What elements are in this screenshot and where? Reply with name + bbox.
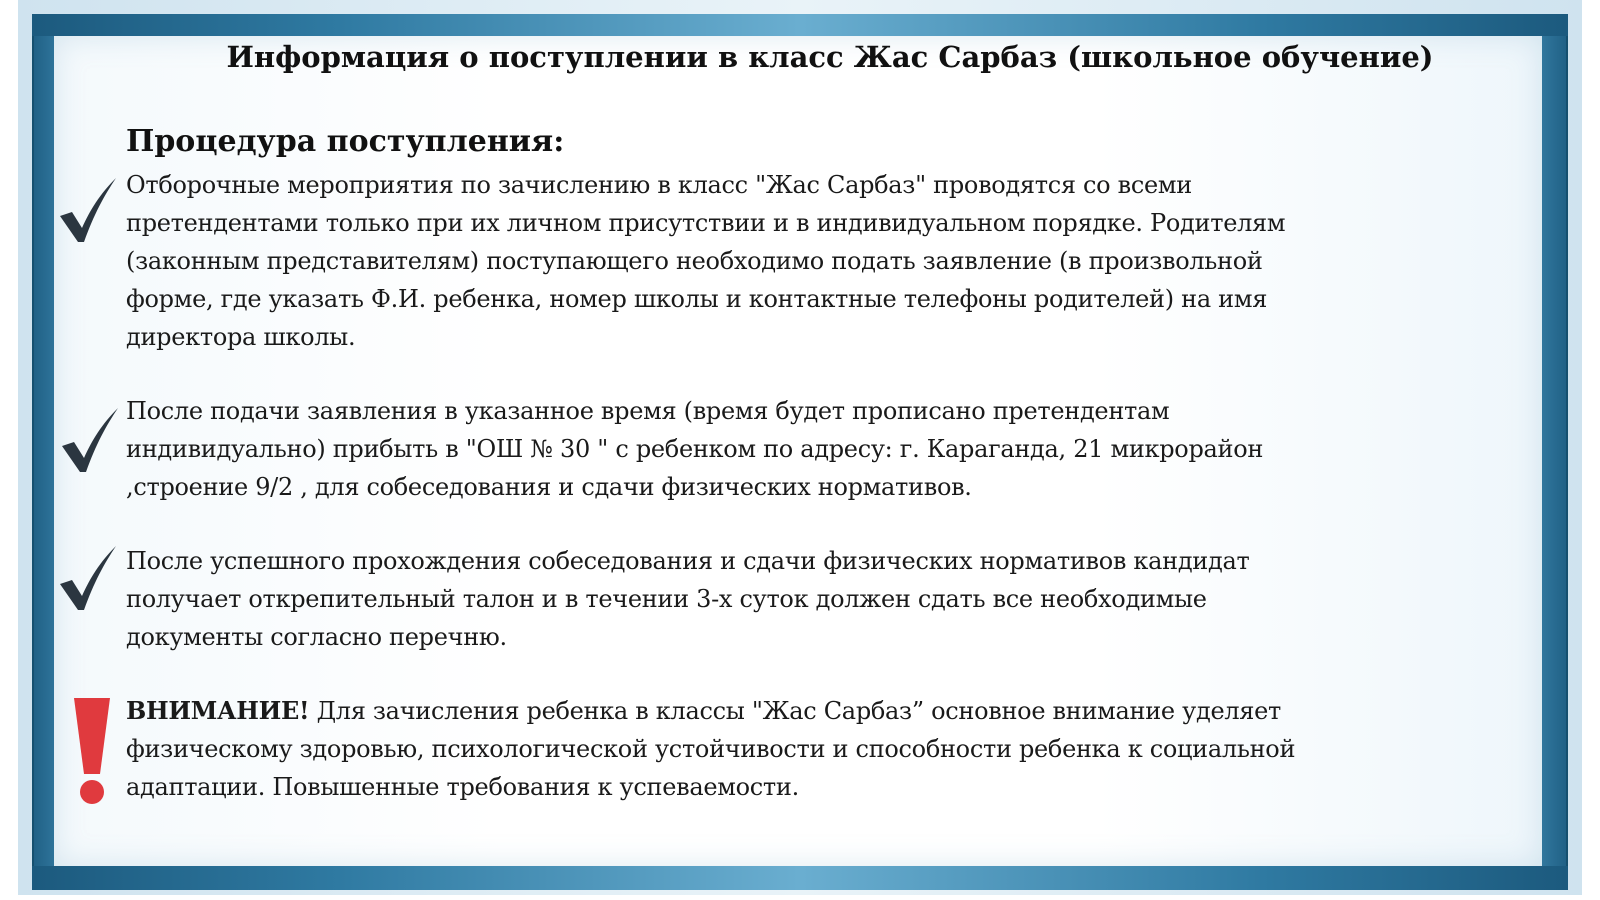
- checkmark-icon: [60, 406, 120, 476]
- attention-paragraph: [126, 692, 1536, 806]
- section-heading: Процедура поступления:: [126, 124, 565, 159]
- frame-top-border: [32, 14, 1568, 36]
- text-line: После успешного прохождения собеседования и сдачи физических нормативов кандидат: [126, 547, 1250, 575]
- paragraph-procedure-2: [126, 392, 1536, 506]
- frame-bottom-border: [32, 866, 1568, 890]
- text-line: получает открепительный талон и в течении 3-х суток должен сдать все необходимые: [126, 585, 1207, 613]
- attention-text: Для зачисления ребенка в классы "Жас Сарбаз” основное внимание уделяет: [309, 697, 1282, 725]
- text-line: (законным представителям) поступающего необходимо подать заявление (в произвольной: [126, 247, 1263, 275]
- text-line: ,строение 9/2 , для собеседования и сдачи физических нормативов.: [126, 473, 972, 501]
- text-line: документы согласно перечню.: [126, 623, 507, 651]
- text-line: физическому здоровью, психологической устойчивости и способности ребенка к социальной: [126, 735, 1296, 763]
- text-line: претендентами только при их личном присутствии и в индивидуальном порядке. Родителям: [126, 209, 1286, 237]
- text-line: Отборочные мероприятия по зачислению в класс "Жас Сарбаз" проводятся со всеми: [126, 171, 1192, 199]
- page-title: Информация о поступлении в класс Жас Сарбаз (школьное обучение): [226, 40, 1434, 74]
- paragraph-procedure-3: [126, 542, 1536, 656]
- text-line: После подачи заявления в указанное время (время будет прописано претендентам: [126, 397, 1170, 425]
- text-line: директора школы.: [126, 323, 356, 351]
- text-line: форме, где указать Ф.И. ребенка, номер школы и контактные телефоны родителей) на имя: [126, 285, 1268, 313]
- checkmark-icon: [58, 176, 118, 246]
- paragraph-procedure-1: [126, 166, 1536, 356]
- text-line: [126, 692, 1536, 730]
- attention-label: ВНИМАНИЕ!: [126, 696, 310, 725]
- text-line: адаптации. Повышенные требования к успеваемости.: [126, 773, 799, 801]
- text-line: индивидуально) прибыть в "ОШ № 30 " с ребенком по адресу: г. Караганда, 21 микрорайон: [126, 435, 1264, 463]
- exclamation-icon: [70, 694, 114, 806]
- checkmark-icon: [58, 544, 118, 614]
